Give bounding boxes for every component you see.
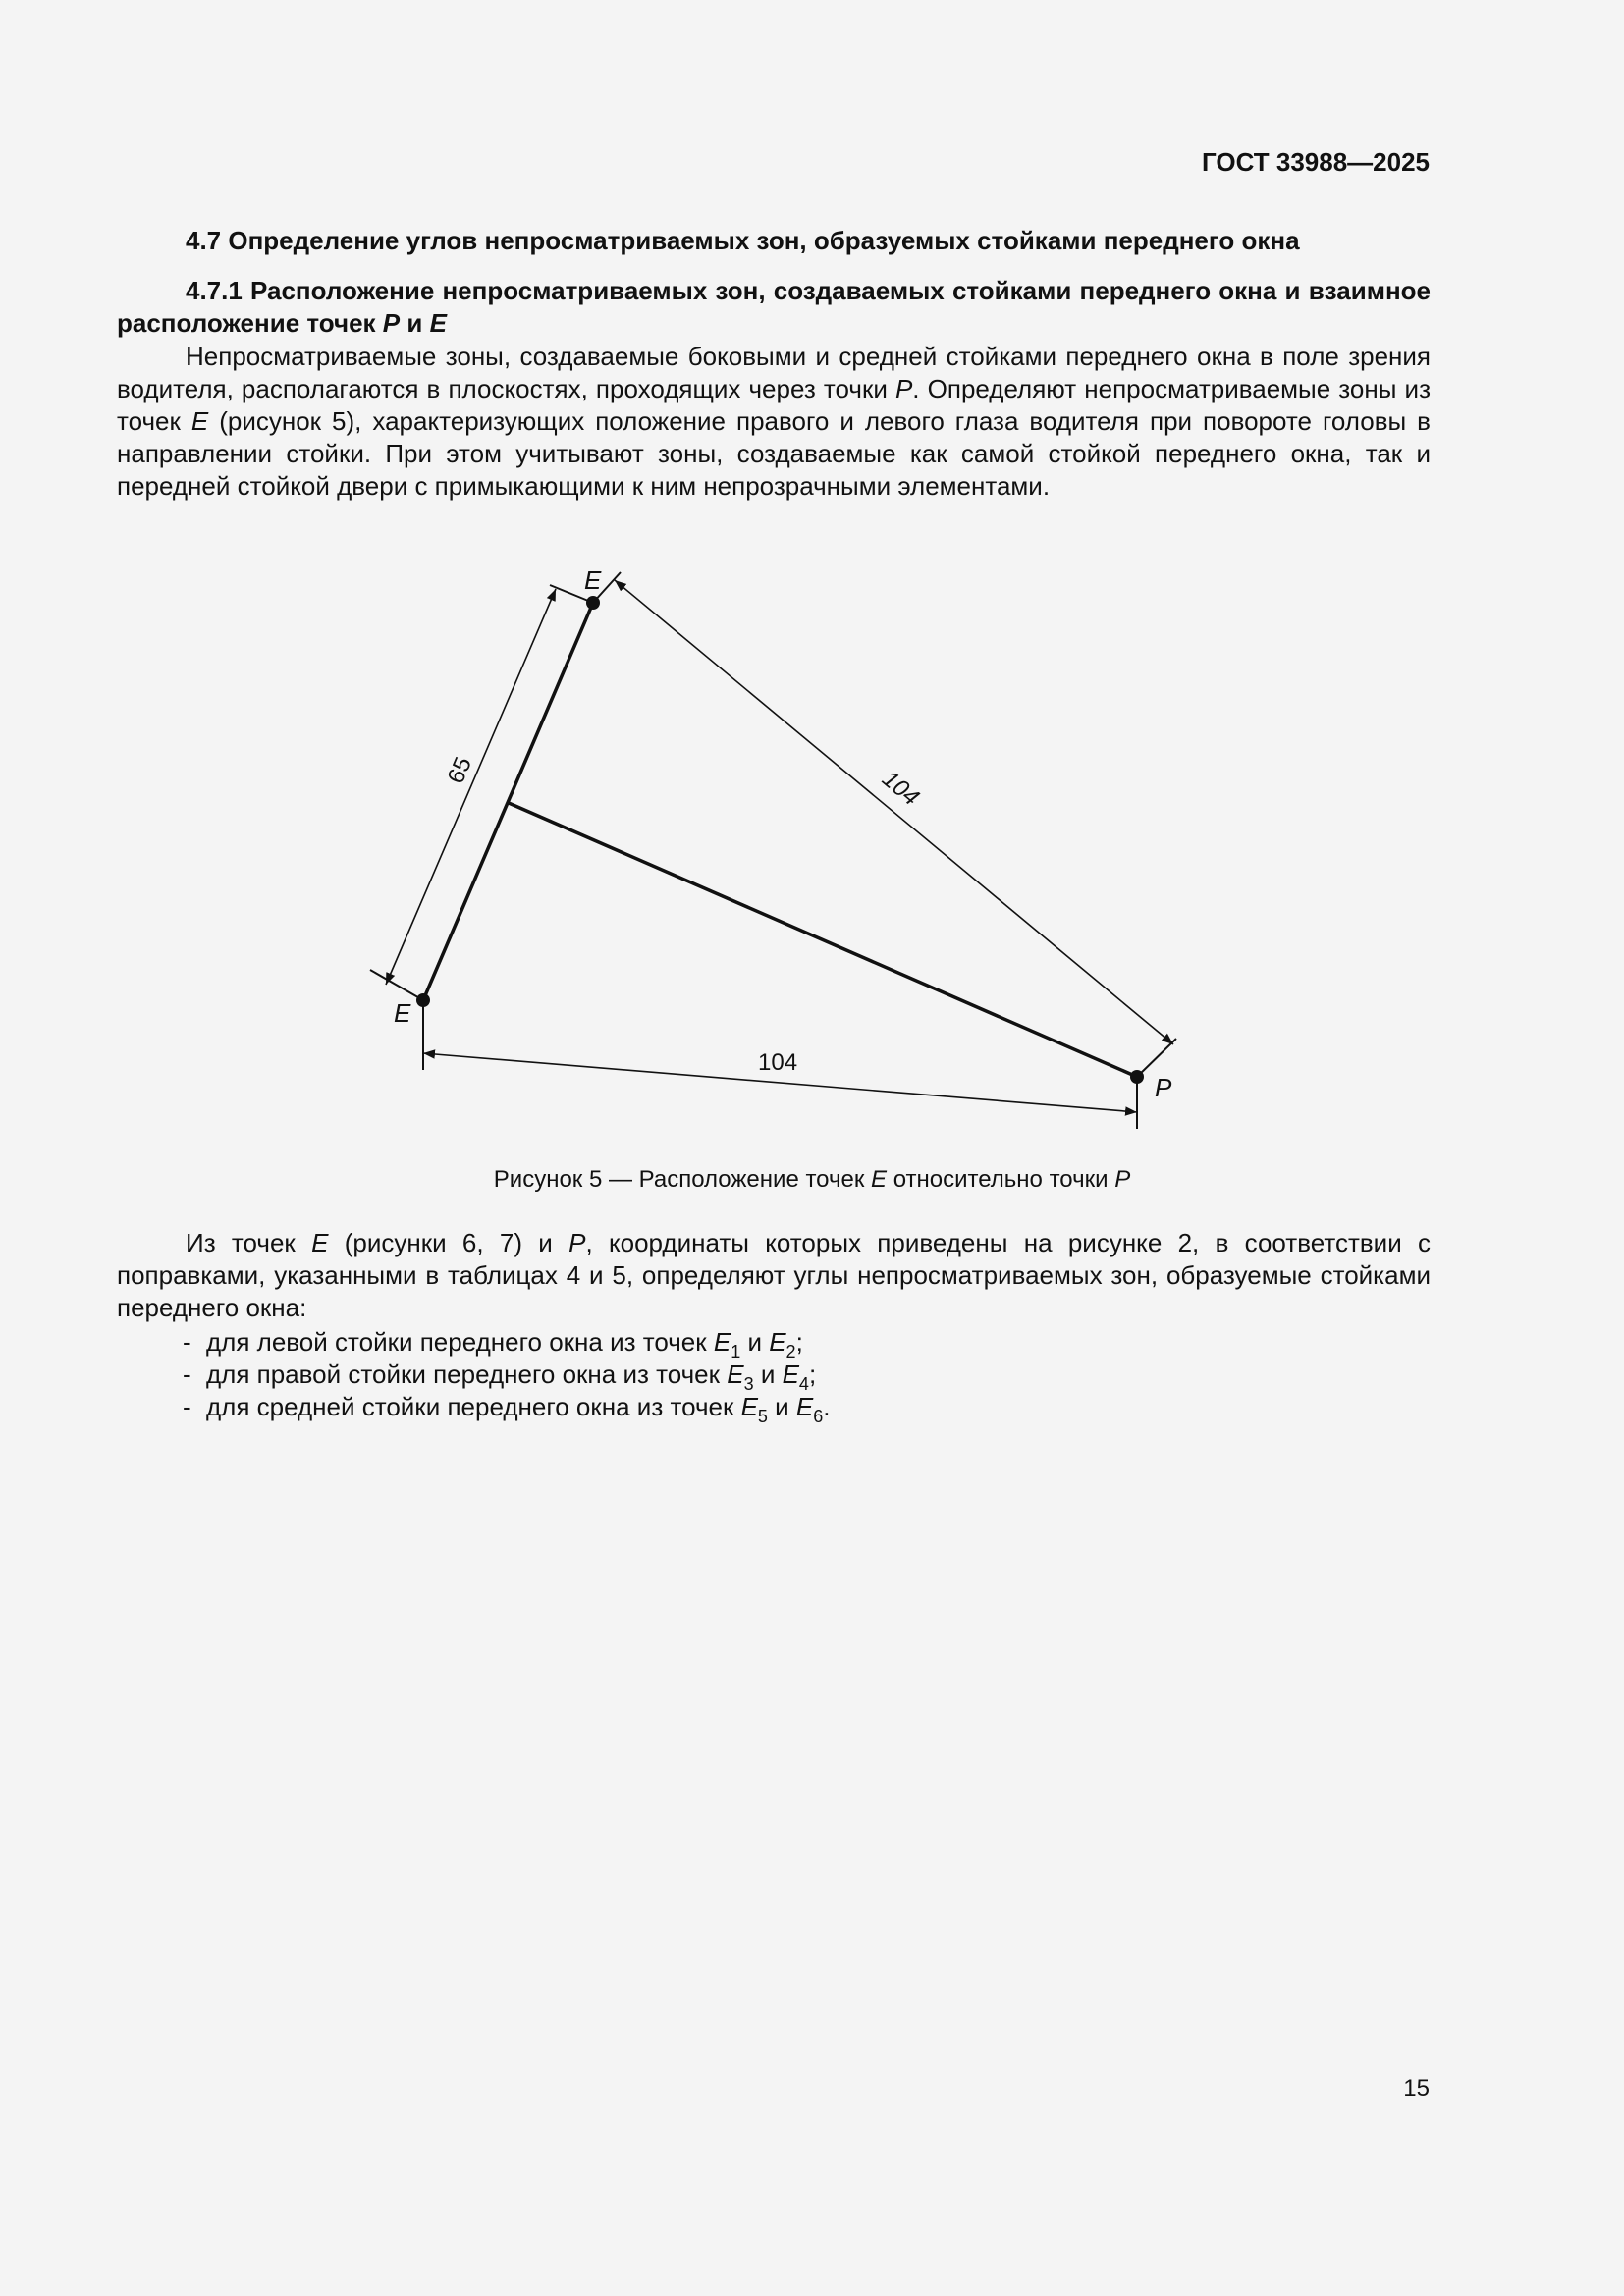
figure-5 <box>0 530 1624 1139</box>
dimension-line-ep-top <box>615 580 1173 1044</box>
ext-line-p-right <box>1137 1039 1176 1077</box>
caption-text-1: Рисунок 5 — Расположение точек <box>493 1166 872 1193</box>
dimension-line-ee <box>386 589 556 985</box>
point-e-top <box>586 596 600 610</box>
list-point-subscript: 5 <box>757 1407 768 1426</box>
standard-code: ГОСТ 33988—2025 <box>1202 147 1430 177</box>
list-end-punct: . <box>823 1392 831 1421</box>
list-dash: - <box>183 1392 191 1421</box>
list-dash: - <box>183 1327 191 1357</box>
section-4-7-1-heading <box>117 275 1431 340</box>
para1-text-2: . Определяют непросматриваемые зоны из точек <box>117 374 1431 436</box>
paragraph-angles <box>117 1227 1431 1324</box>
label-e-top: E <box>584 565 602 595</box>
line-mid-p <box>509 803 1137 1077</box>
list-point-subscript: 6 <box>813 1407 824 1426</box>
list-end-punct: ; <box>795 1327 803 1357</box>
para1-text-1: Непросматриваемые зоны, создаваемые боковыми и средней стойками переднего окна в поле зрения водителя, располагаются в плоскостях, проходящих через точки <box>117 342 1431 403</box>
para2-text-2: (рисунки 6, 7) и <box>328 1228 569 1257</box>
list-point-e: E <box>740 1392 758 1421</box>
heading-and: и <box>400 308 430 338</box>
point-p <box>1130 1070 1144 1084</box>
para1-point-e: E <box>190 406 209 436</box>
dimension-label-ee: 65 <box>442 753 477 788</box>
list-item-text: для левой стойки переднего окна из точек <box>206 1327 714 1357</box>
page-number: 15 <box>1403 2075 1430 2102</box>
list-end-punct: ; <box>808 1360 817 1389</box>
caption-text-2: относительно точки <box>887 1166 1115 1193</box>
list-item <box>183 1391 1361 1426</box>
para1-text-3: (рисунок 5), характеризующих положение правого и левого глаза водителя при повороте головы в направлении стойки. При этом учитывают зоны, создаваемые как самой стойкой переднего окна, так и передней стойкой двери с примыкающими к ним непрозрачными элементами. <box>117 406 1431 501</box>
point-e-bottom <box>416 993 430 1007</box>
para2-point-e: E <box>311 1228 329 1257</box>
label-e-bottom: E <box>394 998 411 1028</box>
caption-point-p: P <box>1114 1166 1131 1193</box>
list-item-text: для правой стойки переднего окна из точек <box>206 1360 728 1389</box>
figure-5-diagram <box>0 530 1624 1139</box>
list-point-subscript: 3 <box>743 1374 754 1394</box>
para2-text-3: , координаты которых приведены на рисунке 2, в соответствии с поправками, указанными в таблицах 4 и 5, определяют углы непросматриваемых зон, образуемые стойками переднего окна: <box>117 1228 1432 1322</box>
paragraph-blind-zones <box>117 341 1431 503</box>
list-and: и <box>753 1360 783 1389</box>
list-point-e: E <box>769 1327 786 1357</box>
list-and: и <box>767 1392 796 1421</box>
list-item <box>183 1359 1361 1394</box>
pillar-list <box>183 1326 1361 1426</box>
para1-point-p: P <box>894 374 913 403</box>
caption-point-e: E <box>871 1166 888 1193</box>
list-point-subscript: 1 <box>731 1342 741 1362</box>
heading-point-p: P <box>382 308 401 338</box>
list-point-e: E <box>795 1392 814 1421</box>
list-and: и <box>740 1327 770 1357</box>
list-point-e: E <box>782 1360 799 1389</box>
line-e-e <box>423 603 593 1000</box>
label-p: P <box>1155 1073 1172 1102</box>
heading-point-e: E <box>429 308 447 338</box>
list-point-e: E <box>727 1360 744 1389</box>
heading-text: 4.7.1 Расположение непросматриваемых зон, создаваемых стойками переднего окна и взаимное расположение точек <box>117 276 1431 338</box>
ext-line-e-bottom <box>370 970 423 1000</box>
dimension-label-ep-bottom: 104 <box>758 1049 798 1076</box>
figure-5-caption <box>0 1166 1624 1194</box>
list-point-subscript: 2 <box>785 1342 796 1362</box>
section-4-7-heading: 4.7 Определение углов непросматриваемых зон, образуемых стойками переднего окна <box>186 226 1300 255</box>
para2-text-1: Из точек <box>186 1228 312 1257</box>
list-item-text: для средней стойки переднего окна из точек <box>206 1392 741 1421</box>
para2-point-p: P <box>568 1228 586 1257</box>
list-point-e: E <box>713 1327 731 1357</box>
dimension-label-ep-top: 104 <box>877 765 925 812</box>
list-point-subscript: 4 <box>798 1374 809 1394</box>
list-dash: - <box>183 1360 191 1389</box>
list-item <box>183 1326 1361 1362</box>
